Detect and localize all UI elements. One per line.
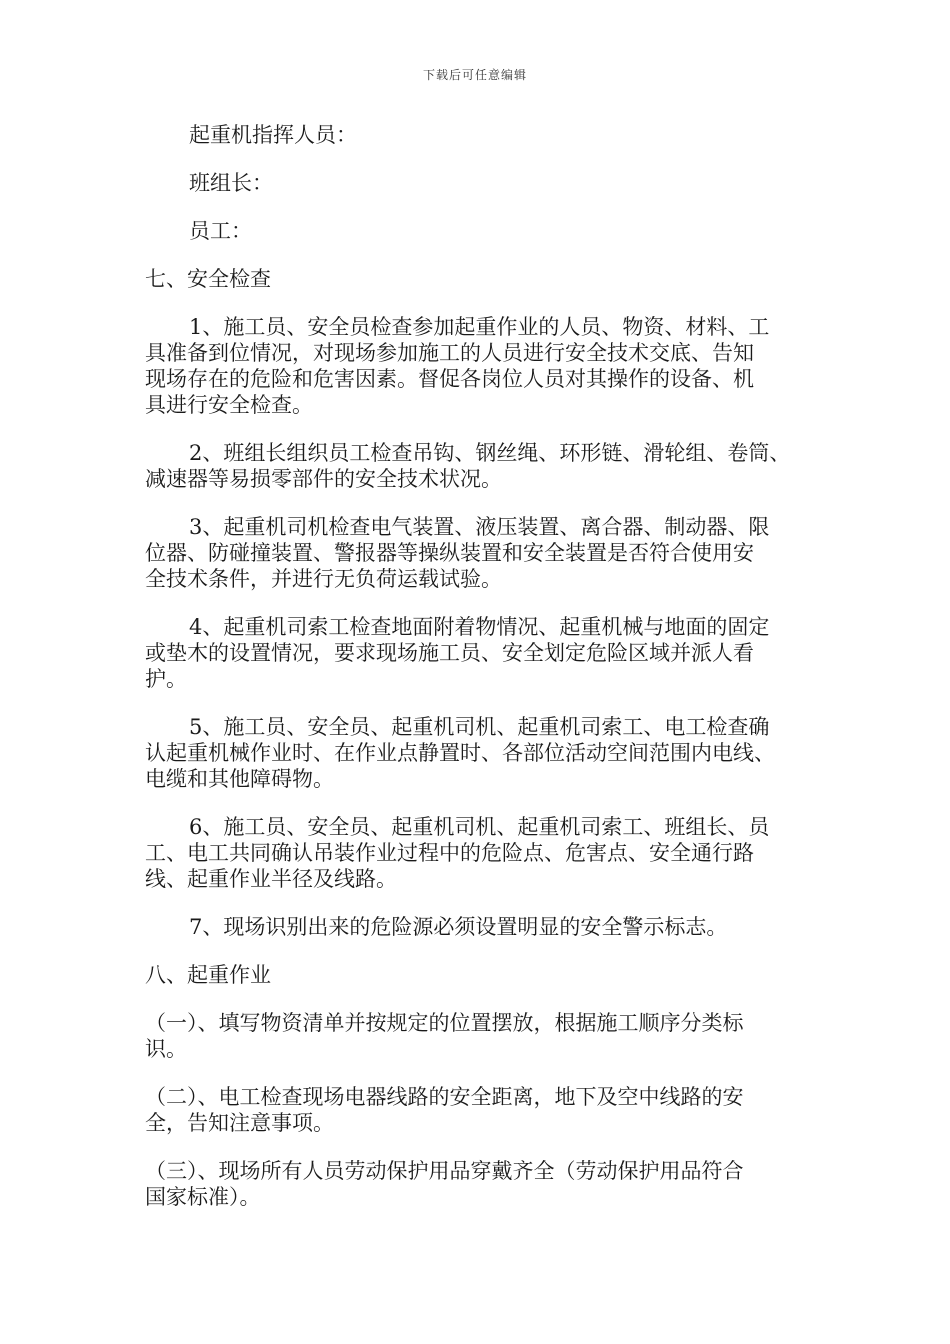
- section-8-item-2: （二）、电工检查现场电器线路的安全距离，地下及空中线路的安 全，告知注意事项。: [145, 1085, 744, 1135]
- role-team-leader: 班组长：: [189, 171, 273, 195]
- header-note: 下载后可任意编辑: [422, 68, 527, 82]
- section-7-title: 七、安全检查: [145, 267, 271, 291]
- section-7-item-1: 1、施工员、安全员检查参加起重作业的人员、物资、材料、工 具准备到位情况，对现场参加施工的人员进行安全技术交底、告知 现场存在的危险和危害因素。督促各岗位人员对其操作的设备、机 具进行安全检查。: [145, 315, 770, 417]
- section-8-item-1: （一）、填写物资清单并按规定的位置摆放，根据施工顺序分类标 识。: [145, 1011, 744, 1061]
- role-crane-commander: 起重机指挥人员：: [189, 123, 357, 147]
- section-7-item-6: 6、施工员、安全员、起重机司机、起重机司索工、班组长、员 工、电工共同确认吊装作业过程中的危险点、危害点、安全通行路 线、起重作业半径及线路。: [145, 815, 770, 891]
- document-body: [145, 122, 825, 1232]
- section-7-item-2: 2、班组长组织员工检查吊钩、钢丝绳、环形链、滑轮组、卷筒、 减速器等易损零部件的安全技术状况。: [145, 441, 791, 491]
- section-8-title: 八、起重作业: [145, 963, 271, 987]
- section-8-item-3: （三）、现场所有人员劳动保护用品穿戴齐全（劳动保护用品符合 国家标准）。: [145, 1159, 744, 1209]
- section-7-item-3: 3、起重机司机检查电气装置、液压装置、离合器、制动器、限 位器、防碰撞装置、警报器等操纵装置和安全装置是否符合使用安 全技术条件，并进行无负荷运载试验。: [145, 515, 770, 591]
- section-7-item-7: 7、现场识别出来的危险源必须设置明显的安全警示标志。: [189, 915, 728, 939]
- section-7-item-5: 5、施工员、安全员、起重机司机、起重机司索工、电工检查确 认起重机械作业时、在作业点静置时、各部位活动空间范围内电线、 电缆和其他障碍物。: [145, 715, 775, 791]
- role-employee: 员工：: [189, 219, 252, 243]
- section-7-item-4: 4、起重机司索工检查地面附着物情况、起重机械与地面的固定 或垫木的设置情况，要求现场施工员、安全划定危险区域并派人看 护。: [145, 615, 770, 691]
